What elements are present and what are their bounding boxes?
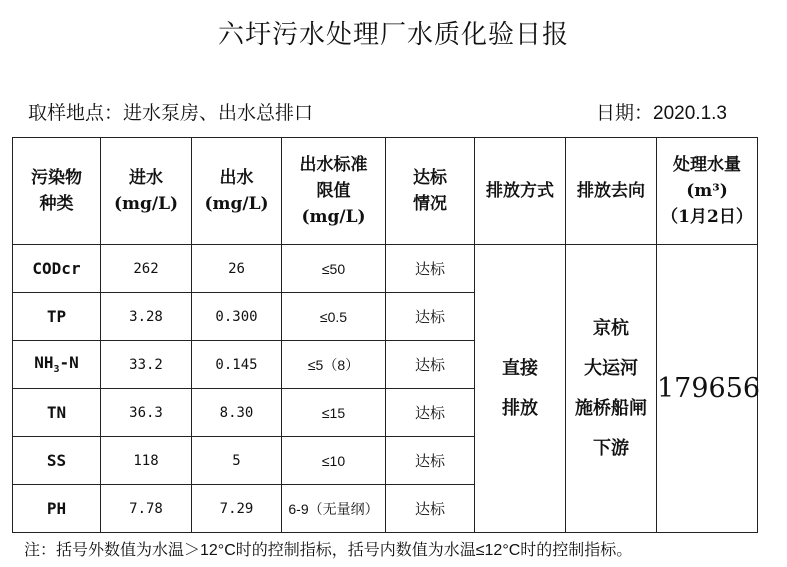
- pollutant-cell: CODcr: [13, 245, 101, 293]
- effluent-cell: 7.29: [192, 485, 282, 533]
- header-row: [13, 138, 758, 245]
- standard-cell: ≤50: [282, 245, 386, 293]
- pollutant-cell: PH: [13, 485, 101, 533]
- sampling-location: 取样地点：进水泵房、出水总排口: [28, 103, 314, 124]
- standard-cell: ≤15: [282, 389, 386, 437]
- influent-cell: 118: [101, 437, 192, 485]
- effluent-cell: 5: [192, 437, 282, 485]
- influent-cell: 36.3: [101, 389, 192, 437]
- discharge-method-cell: 直接 排放: [475, 245, 566, 533]
- status-cell: 达标: [386, 341, 475, 389]
- status-cell: 达标: [386, 389, 475, 437]
- header-effluent: 出水 (mg/L): [192, 138, 282, 245]
- report-title: 六圩污水处理厂水质化验日报: [217, 19, 569, 49]
- header-influent: 进水 (mg/L): [101, 138, 192, 245]
- status-cell: 达标: [386, 437, 475, 485]
- footnote: 注：括号外数值为水温＞12°C时的控制指标，括号内数值为水温≤12°C时的控制指标。: [24, 542, 633, 559]
- water-quality-table: [12, 137, 761, 533]
- standard-cell: 6-9（无量纲）: [282, 485, 386, 533]
- effluent-cell: 26: [192, 245, 282, 293]
- status-cell: 达标: [386, 485, 475, 533]
- status-cell: 达标: [386, 293, 475, 341]
- pollutant-cell: $NH_3-N$: [13, 341, 101, 389]
- influent-cell: 3.28: [101, 293, 192, 341]
- influent-cell: 33.2: [101, 341, 192, 389]
- standard-cell: ≤0.5: [282, 293, 386, 341]
- effluent-cell: 0.145: [192, 341, 282, 389]
- influent-cell: 262: [101, 245, 192, 293]
- effluent-cell: 0.300: [192, 293, 282, 341]
- standard-cell: ≤10: [282, 437, 386, 485]
- discharge-destination-cell: 京杭 大运河 施桥船闸 下游: [566, 245, 657, 533]
- header-discharge-method: 排放方式: [475, 138, 566, 245]
- header-pollutant: 污染物 种类: [13, 138, 101, 245]
- status-cell: 达标: [386, 245, 475, 293]
- effluent-cell: 8.30: [192, 389, 282, 437]
- pollutant-cell: SS: [13, 437, 101, 485]
- treated-volume-cell: 179656: [657, 245, 758, 533]
- influent-cell: 7.78: [101, 485, 192, 533]
- report-date: 日期：2020.1.3: [596, 103, 727, 124]
- pollutant-cell: TP: [13, 293, 101, 341]
- header-standard: 出水标准 限值 (mg/L): [282, 138, 386, 245]
- pollutant-cell: TN: [13, 389, 101, 437]
- header-discharge-destination: 排放去向: [566, 138, 657, 245]
- table-row: [13, 245, 758, 293]
- header-treated-volume: 处理水量 (m³) （1月2日）: [657, 138, 758, 245]
- header-compliance: 达标 情况: [386, 138, 475, 245]
- standard-cell: ≤5（8）: [282, 341, 386, 389]
